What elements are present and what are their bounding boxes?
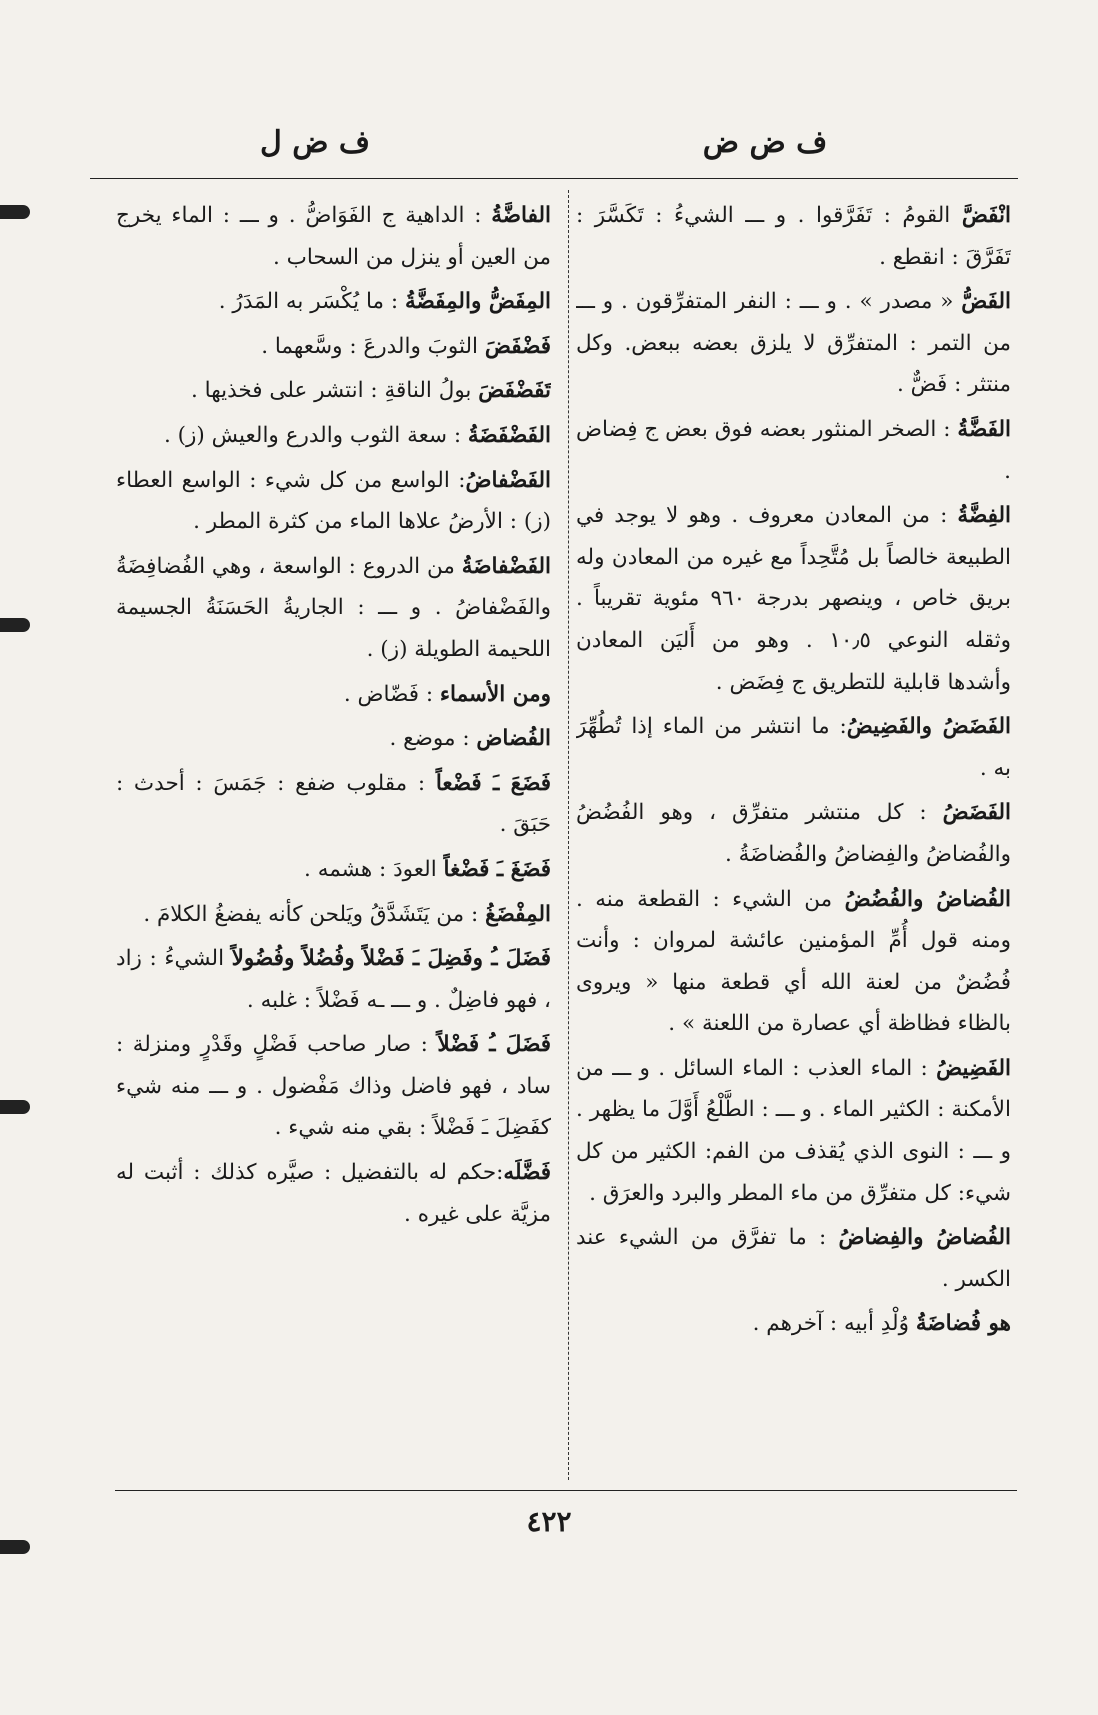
entry-headword: الفَضْفاضَةُ — [461, 553, 551, 579]
entry-definition: الشيءُ : زاد ، فهو فاضِلٌ . و ـــ ـه فَضْلاً : غلبه . — [116, 946, 551, 1013]
entry-headword: الفُضاضُ والفُضُضُ — [844, 886, 1011, 912]
entry-headword: فَضَلَ ـُ فَضْلاً — [437, 1032, 551, 1058]
dictionary-entry — [116, 546, 551, 671]
entry-definition: : كل منتشر متفرِّق ، وهو الفُضُضُ والفُضاضُ والفِضاضُ والفُضاضَةُ . — [576, 800, 1011, 867]
dictionary-entry — [576, 1217, 1011, 1300]
entry-headword: الفُضاضُ والفِضاضُ — [838, 1225, 1011, 1251]
dictionary-entry — [576, 195, 1011, 278]
dictionary-entry — [116, 1152, 551, 1235]
entry-headword: فَضْفَضَ — [484, 333, 551, 359]
binding-mark — [0, 618, 30, 632]
entry-headword: الفَضْفاضُ — [465, 467, 551, 493]
entry-definition: :حكم له بالتفضيل : صيَّره كذلك : أثبت له مزيَّة على غيره . — [116, 1160, 551, 1227]
entry-headword: المِفَضُّ والمِفَضَّةُ — [404, 289, 551, 315]
entry-headword: الفَضَضُ والفَضِيضُ — [846, 714, 1011, 740]
dictionary-entry — [576, 495, 1011, 703]
entry-headword: الفَضَّةُ — [957, 416, 1011, 442]
entry-definition: « مصدر » . و ـــ : النفر المتفرِّقون . و ـــ من التمر : المتفرِّق لا يلزق بعضه ببعض. وكل منتثر : فَضٌّ . — [576, 289, 1011, 398]
entry-definition: من الدروع : الواسعة ، وهي الفُضافِضَةُ والفَضْفاضُ . و ـــ : الجاريةُ الحَسَنَةُ الجسيمة اللحيمة الطويلة (ز) . — [116, 553, 551, 662]
entry-headword: فَضَغَ ـَ فَضْغاً — [443, 856, 551, 882]
entry-definition: : ما انتشر من الماء إذا تُطُهِّرَ به . — [576, 714, 1011, 781]
entry-headword: المِفْضَغُ — [485, 901, 551, 927]
entry-headword: هو فُضاضَةُ — [915, 1311, 1011, 1337]
binding-mark — [0, 1540, 30, 1554]
entry-definition: : موضع . — [389, 726, 477, 752]
entry-definition: من الشيء : القطعة منه . ومنه قول أُمِّ المؤمنين عائشة لمروان : وأنت فُضُضٌ من لعنة الله أي قطعة منها « ويروى بالظاء فظاظة أي عصارة من اللعنة » . — [576, 886, 1011, 1037]
entry-definition: : مقلوب ضفع : جَمَسَ : أحدث : حَبَقَ . — [116, 770, 551, 838]
entry-headword: الفَضِيضُ — [936, 1055, 1011, 1081]
entry-headword: تَفَضْفَضَ — [478, 378, 551, 404]
dictionary-entry — [116, 894, 551, 936]
dictionary-entry — [116, 674, 551, 716]
entry-definition: : ما يُكْسَر به المَدَرُ . — [218, 289, 405, 315]
entry-headword: ومن الأسماء — [439, 681, 551, 707]
entry-definition: الثوبَ والدرعَ : وسَّعهما . — [261, 333, 485, 359]
dictionary-entry — [116, 281, 551, 323]
entry-headword: انْفَضَّ — [961, 203, 1011, 228]
dictionary-entry — [576, 879, 1011, 1045]
right-column-header: ف ض ض — [702, 125, 828, 160]
entry-definition: : فَضّاض . — [343, 681, 440, 707]
entry-definition: وُلْدِ أبيه : آخرهم . — [752, 1311, 916, 1337]
left-column — [116, 195, 551, 1485]
dictionary-entry — [116, 849, 551, 891]
entry-headword: الفاضَّةُ — [491, 203, 551, 228]
entry-headword: الفَضْفَضَةُ — [467, 422, 551, 448]
dictionary-entry — [116, 1024, 551, 1149]
entry-definition: : الداهية ج الفَوَاضُّ . و ـــ : الماء يخرج من العين أو ينزل من السحاب . — [116, 203, 551, 270]
dictionary-entry — [116, 415, 551, 457]
dictionary-entry — [116, 763, 551, 846]
right-column — [576, 195, 1011, 1485]
binding-mark — [0, 1100, 30, 1114]
entry-headword: الفَضَضُ — [942, 800, 1011, 826]
column-divider — [568, 190, 569, 1480]
entry-definition: : الواسع من كل شيء : الواسع العطاء (ز) : الأرضُ علاها الماء من كثرة المطر . — [116, 467, 551, 535]
dictionary-entry — [116, 718, 551, 760]
binding-mark — [0, 205, 30, 219]
entry-definition: القومُ : تَفَرَّقوا . و ـــ الشيءُ : تَكَسَّرَ : تَفَرَّقَ : انقطع . — [576, 203, 1011, 270]
entry-definition: : سعة الثوب والدرع والعيش (ز) . — [163, 422, 468, 448]
dictionary-entry — [116, 195, 551, 278]
entry-definition: : الماء العذب : الماء السائل . و ـــ من الأمكنة : الكثير الماء . و ـــ : الطَّلْعُ أَوَّلَ ما يظهر . و ـــ : النوى الذي يُقذف من الفم: الكثير من كل شيء: كل متفرِّق من ماء المطر والبرد والعرَق . — [576, 1055, 1011, 1206]
dictionary-entry — [116, 370, 551, 412]
dictionary-entry — [576, 1303, 1011, 1345]
entry-definition: : ما تفرَّق من الشيء عند الكسر . — [576, 1225, 1011, 1292]
top-rule — [90, 178, 1018, 179]
dictionary-entry — [116, 326, 551, 368]
entry-headword: فَضَّلَه — [503, 1160, 551, 1186]
entry-definition: بولُ الناقةِ : انتشر على فخذيها . — [191, 378, 479, 404]
dictionary-entry — [116, 938, 551, 1021]
entry-headword: فَضَعَ ـَ فَضْعاً — [435, 770, 551, 796]
dictionary-entry — [576, 281, 1011, 406]
dictionary-entry — [576, 1048, 1011, 1214]
dictionary-entry — [576, 409, 1011, 492]
entry-definition: : الصخر المنثور بعضه فوق بعض ج فِضاض . — [576, 416, 1011, 484]
dictionary-entry — [576, 706, 1011, 789]
entry-headword: الفُضاض — [476, 726, 551, 752]
page-number: ٤٢٢ — [526, 1505, 572, 1538]
left-column-header: ف ض ل — [259, 125, 371, 160]
entry-definition: : من يَتَشَدَّقُ ويَلحن كأنه يفضغُ الكلامَ . — [143, 901, 486, 927]
entry-headword: فَضَلَ ـُ وفَضِلَ ـَ فَضْلاً وفُضُلاً وفُضُولاً — [231, 946, 551, 972]
entry-definition: العودَ : هشمه . — [304, 856, 444, 882]
entry-definition: : صار صاحب فَضْلٍ وقَدْرٍ ومنزلة : ساد ، فهو فاضل وذاك مَفْضول . و ـــ منه شيء كفَضِلَ ـَ فَضْلاً : بقي منه شيء . — [116, 1032, 551, 1141]
bottom-rule — [115, 1490, 1017, 1491]
entry-headword: الفِضَّةُ — [957, 503, 1011, 529]
dictionary-entry — [576, 792, 1011, 875]
entry-definition: : من المعادن معروف . وهو لا يوجد في الطبيعة خالصاً بل مُتَّحِداً مع غيره من المعادن وله بريق خاص ، وينصهر بدرجة ٩٦٠ مئوية تقريباً . وثقله النوعي ١٠٫٥ . وهو من أَليَن المعادن وأشدها قابلية للتطريق ج فِضَض . — [576, 503, 1011, 695]
entry-headword: الفَضُّ — [961, 289, 1011, 315]
dictionary-entry — [116, 460, 551, 543]
